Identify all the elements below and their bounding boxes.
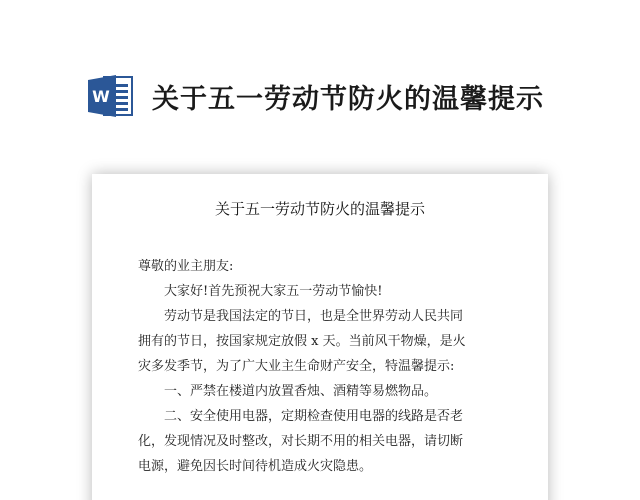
paragraph-line: 劳动节是我国法定的节日，也是全世界劳动人民共同 — [164, 309, 464, 324]
document-page — [92, 174, 548, 500]
paragraph-line: 灾多发季节，为了广大业主生命财产安全，特温馨提示: — [138, 359, 455, 374]
paragraph-line: 化，发现情况及时整改，对长期不用的相关电器，请切断 — [138, 434, 464, 449]
header — [88, 70, 544, 122]
paragraph-line: 电源，避免因长时间待机造成火灾隐患。 — [138, 459, 373, 474]
paragraph-line: 一、严禁在楼道内放置香烛、酒精等易燃物品。 — [164, 384, 438, 399]
header-title: 关于五一劳动节防火的温馨提示 — [152, 83, 544, 115]
document-body — [138, 254, 498, 479]
paragraph-line: 二、安全使用电器，定期检查使用电器的线路是否老 — [164, 409, 464, 424]
paragraph-line: 拥有的节日，按国家规定放假 x 天。当前风干物燥，是火 — [138, 334, 466, 349]
document-title: 关于五一劳动节防火的温馨提示 — [214, 200, 425, 218]
paragraph-line: 大家好!首先预祝大家五一劳动节愉快! — [164, 284, 383, 299]
svg-text:W: W — [92, 87, 110, 106]
salutation: 尊敬的业主朋友: — [138, 259, 234, 274]
word-document-icon — [88, 74, 134, 118]
